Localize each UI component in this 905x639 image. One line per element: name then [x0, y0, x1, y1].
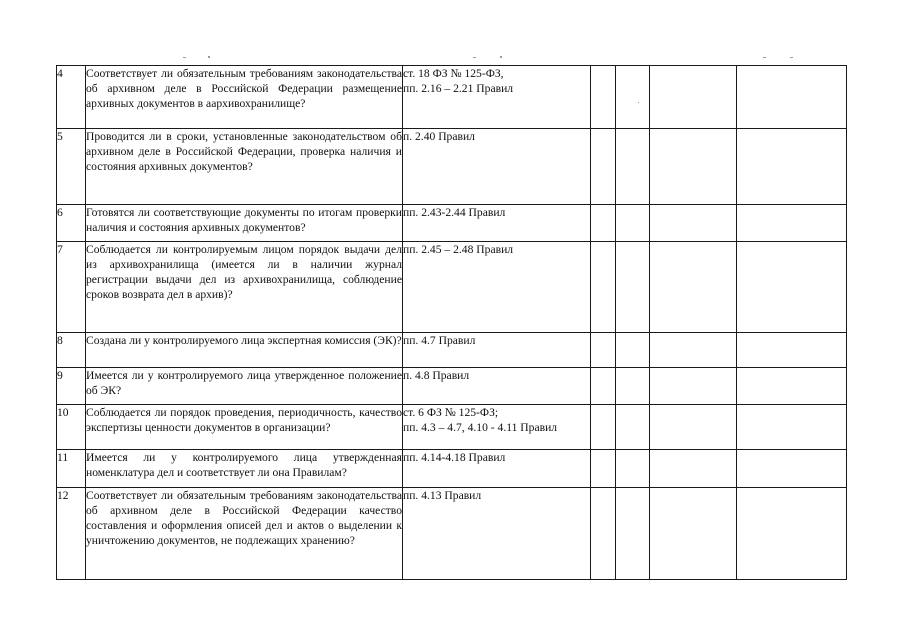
answer-yes-cell [591, 333, 616, 368]
row-number: 5 [57, 129, 86, 205]
reference-cell [403, 488, 591, 580]
answer-no-cell [616, 450, 650, 488]
answer-no-cell [616, 405, 650, 450]
note-cell [737, 405, 847, 450]
note-cell [737, 242, 847, 333]
reference-line: ст. 6 ФЗ № 125-ФЗ; [403, 406, 499, 419]
question-cell: Соответствует ли обязательным требованиям законодательства об архивном деле в Российской Федерации размещение архивных документов в аархивохранилище? [86, 66, 403, 129]
answer-no-cell [616, 368, 650, 405]
answer-no-cell [616, 488, 650, 580]
reference-cell [403, 333, 591, 368]
not-applicable-cell [650, 405, 737, 450]
not-applicable-cell [650, 242, 737, 333]
reference-cell [403, 242, 591, 333]
note-cell [737, 333, 847, 368]
table-row [57, 205, 847, 242]
question-cell: Готовятся ли соответствующие документы по итогам проверки наличия и состояния архивных документов? [86, 205, 403, 242]
question-cell: Соответствует ли обязательным требованиям законодательства об архивном деле в Российской Федерации качество составления и оформления описей дел и актов о выделении к уничтожению документов, не подлежащих хранению? [86, 488, 403, 580]
answer-yes-cell [591, 405, 616, 450]
note-cell [737, 368, 847, 405]
table-row [57, 66, 847, 129]
table-row [57, 488, 847, 580]
answer-yes-cell [591, 368, 616, 405]
note-cell [737, 129, 847, 205]
reference-line: п. 2.40 Правил [403, 130, 475, 143]
note-cell [737, 205, 847, 242]
answer-yes-cell [591, 66, 616, 129]
table-row [57, 333, 847, 368]
question-cell: Проводится ли в сроки, установленные законодательством об архивном деле в Российской Федерации, проверка наличия и состояния архивных документов? [86, 129, 403, 205]
table-row [57, 242, 847, 333]
reference-line: пп. 4.13 Правил [403, 489, 482, 502]
answer-no-cell [616, 129, 650, 205]
note-cell [737, 66, 847, 129]
reference-cell [403, 450, 591, 488]
row-number: 11 [57, 450, 86, 488]
question-cell: Создана ли у контролируемого лица экспертная комиссия (ЭК)? [86, 333, 403, 368]
row-number: 8 [57, 333, 86, 368]
row-number: 4 [57, 66, 86, 129]
question-cell: Соблюдается ли контролируемым лицом порядок выдачи дел из архивохранилища (имеется ли в наличии журнал регистрации выдачи дел из архивохранилища, соблюдение сроков возврата дел в архив)? [86, 242, 403, 333]
answer-no-cell [616, 66, 650, 129]
not-applicable-cell [650, 205, 737, 242]
not-applicable-cell [650, 129, 737, 205]
reference-line: пп. 4.7 Правил [403, 334, 476, 347]
answer-no-cell [616, 333, 650, 368]
reference-cell [403, 129, 591, 205]
not-applicable-cell [650, 333, 737, 368]
answer-yes-cell [591, 129, 616, 205]
reference-cell [403, 205, 591, 242]
reference-line: пп. 4.14-4.18 Правил [403, 451, 506, 464]
reference-line: п. 4.8 Правил [403, 369, 470, 382]
row-number: 6 [57, 205, 86, 242]
question-cell: Имеется ли у контролируемого лица утвержденная номенклатура дел и соответствует ли она Правилам? [86, 450, 403, 488]
row-number: 7 [57, 242, 86, 333]
table-row [57, 450, 847, 488]
reference-line: ст. 18 ФЗ № 125-ФЗ, [403, 67, 504, 80]
note-cell [737, 488, 847, 580]
answer-no-cell [616, 242, 650, 333]
reference-line: пп. 2.43-2.44 Правил [403, 206, 506, 219]
not-applicable-cell [650, 488, 737, 580]
reference-line: пп. 2.16 – 2.21 Правил [403, 82, 514, 95]
reference-line: пп. 2.45 – 2.48 Правил [403, 243, 514, 256]
checklist-table [56, 65, 847, 580]
not-applicable-cell [650, 450, 737, 488]
answer-yes-cell [591, 450, 616, 488]
not-applicable-cell [650, 368, 737, 405]
question-cell: Соблюдается ли порядок проведения, периодичность, качество экспертизы ценности документов в организации? [86, 405, 403, 450]
row-number: 12 [57, 488, 86, 580]
reference-line: пп. 4.3 – 4.7, 4.10 - 4.11 Правил [403, 421, 558, 434]
not-applicable-cell [650, 66, 737, 129]
answer-no-cell [616, 205, 650, 242]
reference-cell [403, 66, 591, 129]
answer-yes-cell [591, 488, 616, 580]
reference-cell [403, 368, 591, 405]
reference-cell [403, 405, 591, 450]
row-number: 9 [57, 368, 86, 405]
note-cell [737, 450, 847, 488]
row-number: 10 [57, 405, 86, 450]
answer-yes-cell [591, 205, 616, 242]
table-row [57, 129, 847, 205]
question-cell: Имеется ли у контролируемого лица утвержденное положение об ЭК? [86, 368, 403, 405]
table-row [57, 368, 847, 405]
table-row [57, 405, 847, 450]
answer-yes-cell [591, 242, 616, 333]
